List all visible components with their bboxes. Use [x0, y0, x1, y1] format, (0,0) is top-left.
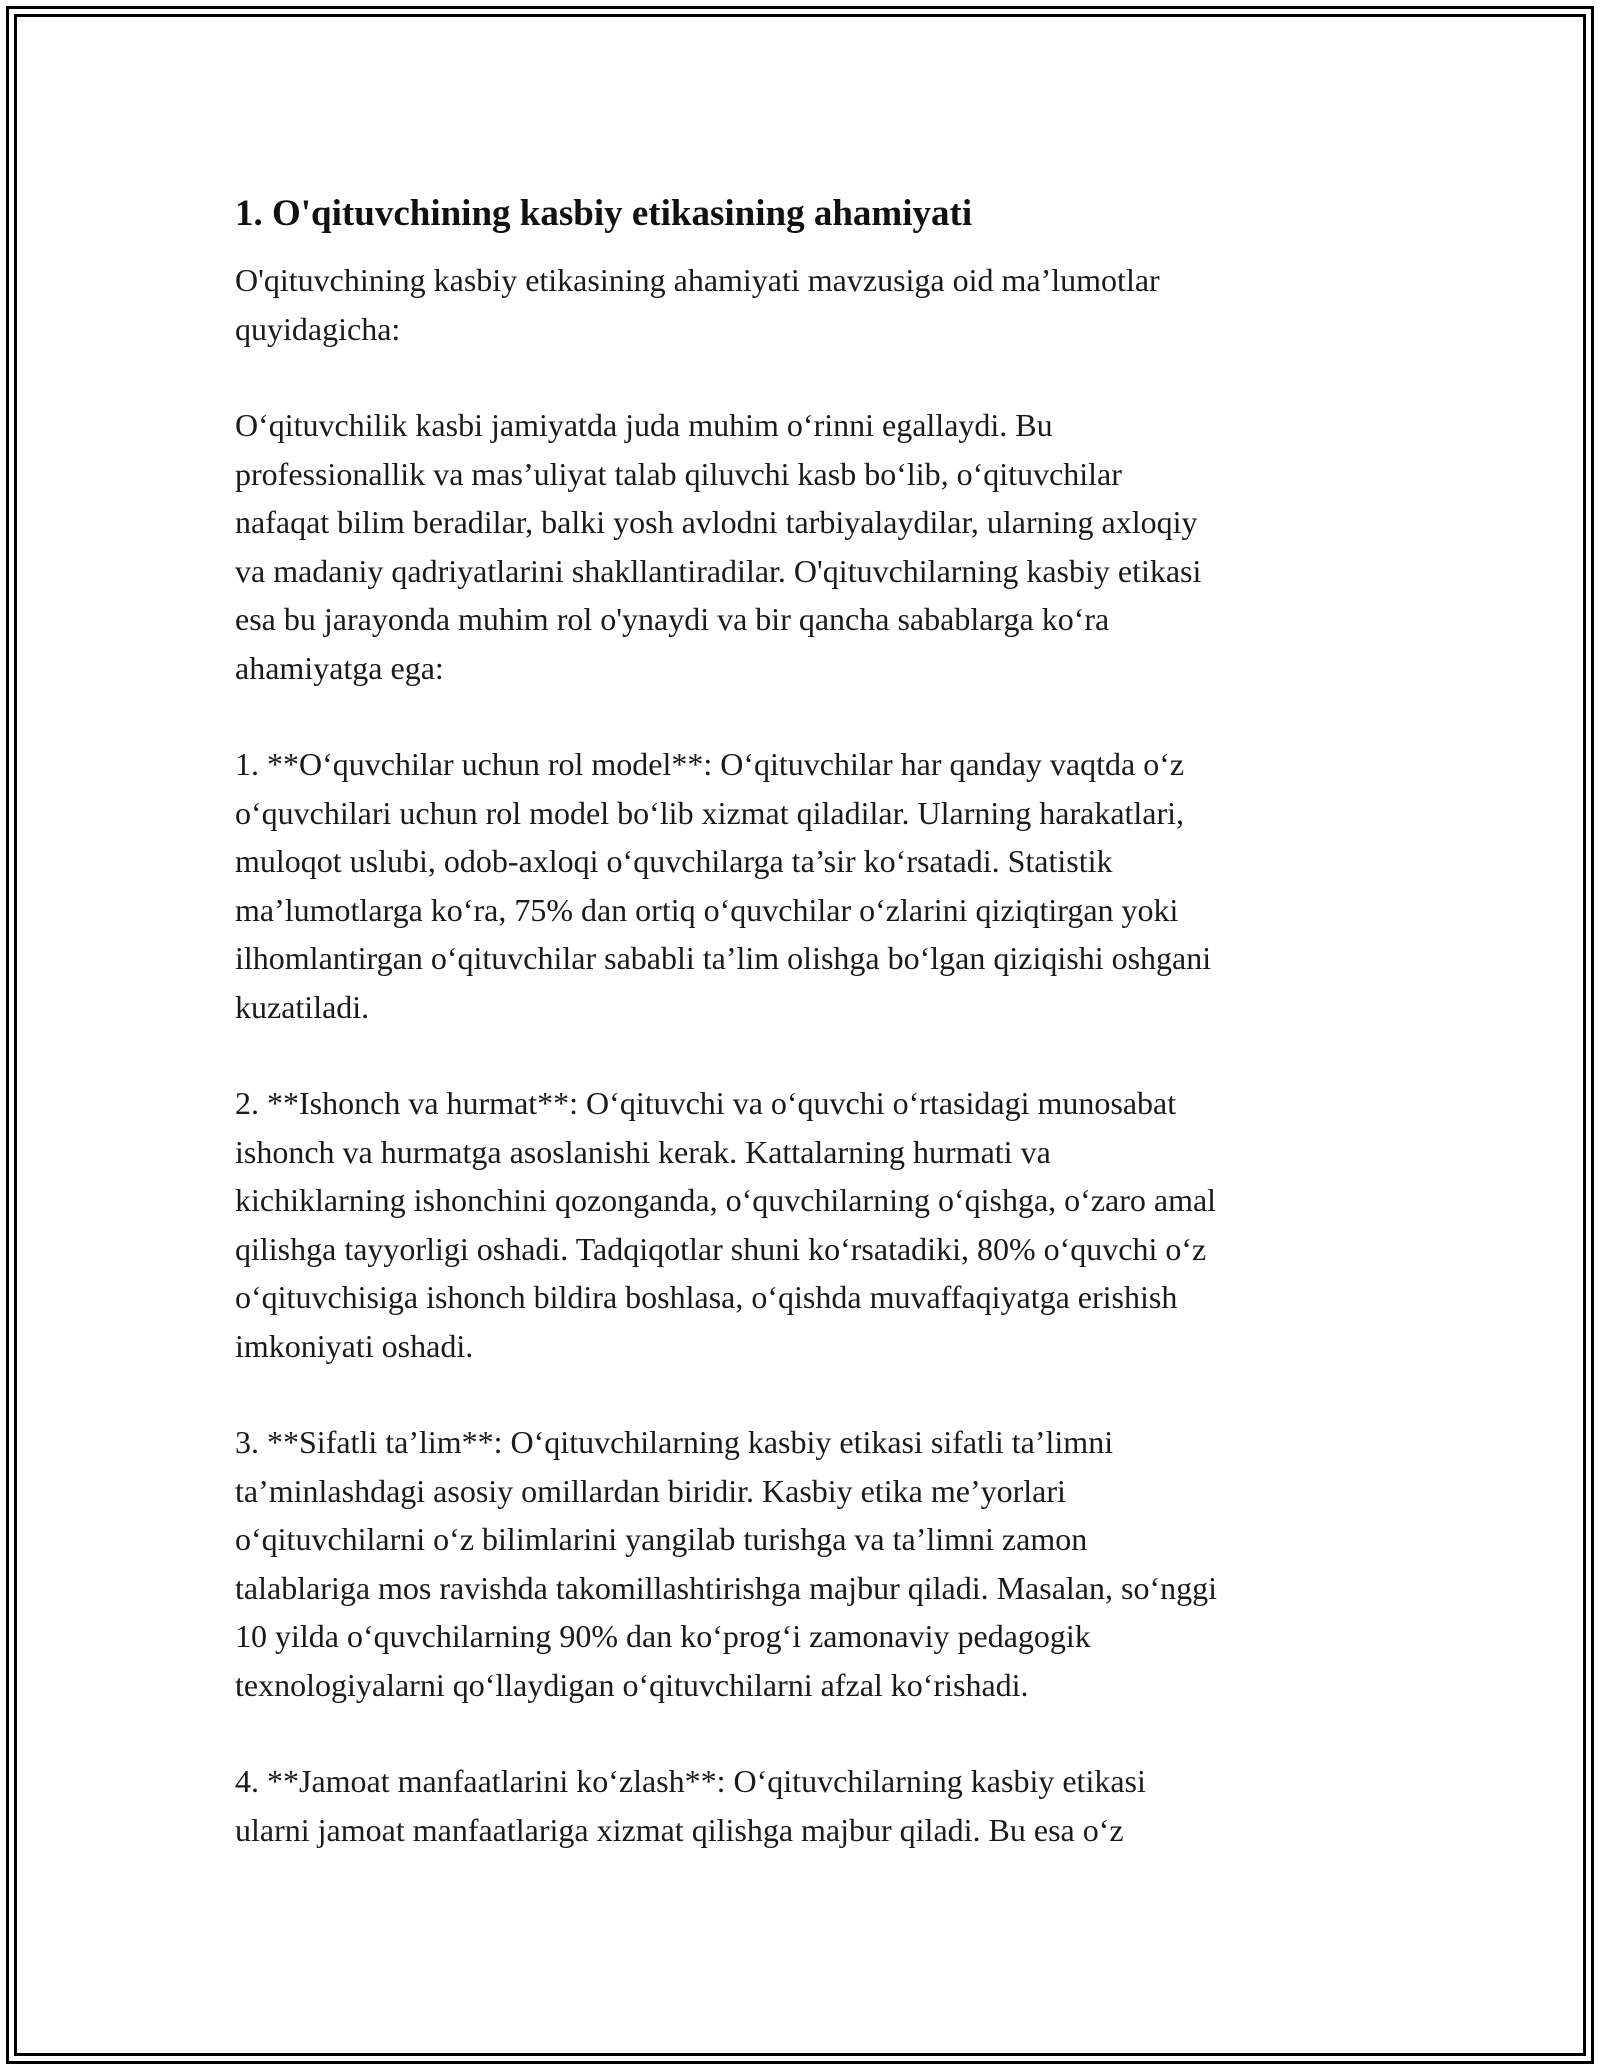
section-heading: 1. O'qituvchining kasbiy etikasining ahamiyati: [235, 193, 973, 234]
list-item-role-model: 1. **O‘quvchilar uchun rol model**: O‘qituvchilar har qanday vaqtda o‘z o‘quvchilari uchun rol model bo‘lib xizmat qiladilar. Ularning harakatlari, muloqot uslubi, odob-axloqi o‘quvchilarga ta’sir ko‘rsatadi. Statistik ma’lumotlarga ko‘ra, 75% dan ortiq o‘quvchilar o‘zlarini qiziqtirgan yoki ilhomlantirgan o‘qituvchilar sababli ta’lim olishga bo‘lgan qiziqishi oshgani kuzatiladi.: [235, 746, 1212, 1025]
intro-paragraph: O'qituvchining kasbiy etikasining ahamiyati mavzusiga oid ma’lumotlar quyidagicha:: [235, 262, 1160, 347]
document-body: [235, 190, 1385, 1854]
list-item-public-interest: 4. **Jamoat manfaatlarini ko‘zlash**: O‘qituvchilarning kasbiy etikasi ularni jamoat manfaatlariga xizmat qilishga majbur qiladi. Bu esa o‘z: [235, 1763, 1146, 1848]
list-item-trust-respect: 2. **Ishonch va hurmat**: O‘qituvchi va o‘quvchi o‘rtasidagi munosabat ishonch va hurmatga asoslanishi kerak. Kattalarning hurmati va kichiklarning ishonchini qozonganda, o‘quvchilarning o‘qishga, o‘zaro amal qilishga tayyorligi oshadi. Tadqiqotlar shuni ko‘rsatadiki, 80% o‘quvchi o‘z o‘qituvchisiga ishonch bildira boshlasa, o‘qishda muvaffaqiyatga erishish imkoniyati oshadi.: [235, 1085, 1217, 1364]
body-paragraph: O‘qituvchilik kasbi jamiyatda juda muhim o‘rinni egallaydi. Bu professionallik va mas’uliyat talab qiluvchi kasb bo‘lib, o‘qituvchilar nafaqat bilim beradilar, balki yosh avlodni tarbiyalaydilar, ularning axloqiy va madaniy qadriyatlarini shakllantiradilar. O'qituvchilarning kasbiy etikasi esa bu jarayonda muhim rol o'ynaydi va bir qancha sabablarga ko‘ra ahamiyatga ega:: [235, 407, 1202, 686]
list-item-quality-education: 3. **Sifatli ta’lim**: O‘qituvchilarning kasbiy etikasi sifatli ta’limni ta’minlashdagi asosiy omillardan biridir. Kasbiy etika me’yorlari o‘qituvchilarni o‘z bilimlarini yangilab turishga va ta’limni zamon talablariga mos ravishda takomillashtirishga majbur qiladi. Masalan, so‘nggi 10 yilda o‘quvchilarning 90% dan ko‘prog‘i zamonaviy pedagogik texnologiyalarni qo‘llaydigan o‘qituvchilarni afzal ko‘rishadi.: [235, 1424, 1217, 1703]
